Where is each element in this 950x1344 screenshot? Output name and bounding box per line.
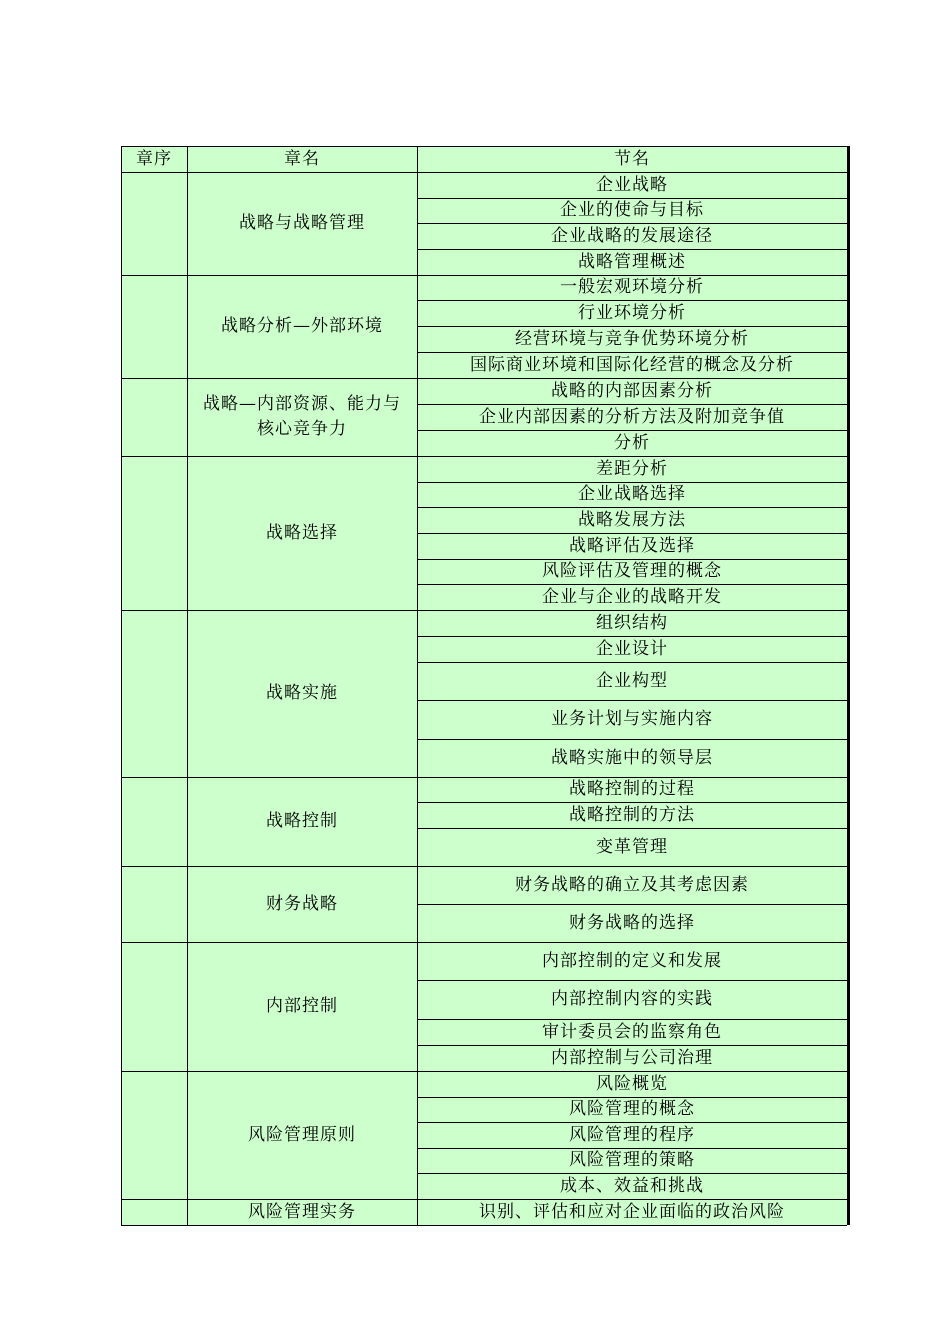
section-cell: 企业与企业的战略开发 <box>542 586 722 607</box>
section-cell: 战略评估及选择 <box>569 535 695 556</box>
section-cell: 国际商业环境和国际化经营的概念及分析 <box>470 354 794 375</box>
grid-line <box>121 146 122 1225</box>
section-cell: 变革管理 <box>596 836 668 857</box>
section-cell: 内部控制内容的实践 <box>551 989 713 1009</box>
chapter-name-cell: 战略选择 <box>266 522 338 543</box>
section-cell: 审计委员会的监察角色 <box>542 1021 722 1042</box>
section-cell: 经营环境与竞争优势环境分析 <box>515 328 749 349</box>
section-cell: 企业战略选择 <box>578 484 686 504</box>
section-cell: 风险管理的概念 <box>569 1099 695 1119</box>
section-cell: 组织结构 <box>596 612 668 633</box>
section-cell: 战略管理概述 <box>578 251 686 272</box>
section-cell: 企业构型 <box>596 670 668 691</box>
chapter-name-cell: 战略控制 <box>266 811 338 831</box>
section-cell: 企业的使命与目标 <box>560 200 704 220</box>
chapter-name-cell: 战略分析—外部环境 <box>221 316 383 336</box>
chapter-section-table <box>121 146 850 1225</box>
section-cell: 战略实施中的领导层 <box>551 747 713 768</box>
section-cell: 内部控制的定义和发展 <box>542 950 722 971</box>
section-cell: 风险概览 <box>596 1073 668 1094</box>
section-cell: 内部控制与公司治理 <box>551 1047 713 1068</box>
section-cell: 风险管理的程序 <box>569 1124 695 1145</box>
chapter-name-cell: 内部控制 <box>266 996 338 1016</box>
section-cell: 差距分析 <box>596 458 668 479</box>
chapter-name-cell: 财务战略 <box>266 893 338 914</box>
section-cell: 识别、评估和应对企业面临的政治风险 <box>479 1201 785 1222</box>
section-cell: 行业环境分析 <box>578 302 686 323</box>
section-cell: 成本、效益和挑战 <box>560 1175 704 1196</box>
section-cell: 企业战略 <box>596 174 668 195</box>
section-cell: 战略控制的过程 <box>569 779 695 799</box>
chapter-name-cell: 风险管理原则 <box>248 1124 356 1145</box>
section-cell: 企业内部因素的分析方法及附加竞争值 <box>479 406 785 427</box>
section-cell: 风险管理的策略 <box>569 1150 695 1170</box>
section-cell: 财务战略的选择 <box>569 912 695 933</box>
section-cell: 财务战略的确立及其考虑因素 <box>515 874 749 895</box>
header-section-name: 节名 <box>614 148 650 169</box>
header-chapter-index: 章序 <box>136 148 172 169</box>
section-cell: 战略的内部因素分析 <box>551 380 713 401</box>
section-cell: 一般宏观环境分析 <box>560 277 704 297</box>
chapter-name-cell: 战略—内部资源、能力与核心竞争力 <box>203 394 401 439</box>
section-cell: 战略控制的方法 <box>569 804 695 825</box>
grid-line <box>121 146 847 147</box>
section-cell: 业务计划与实施内容 <box>551 709 713 729</box>
header-chapter-name: 章名 <box>284 148 320 169</box>
section-cell: 风险评估及管理的概念 <box>542 561 722 581</box>
chapter-name-cell: 战略与战略管理 <box>239 213 365 233</box>
section-cell: 企业设计 <box>596 638 668 659</box>
section-cell: 分析 <box>614 432 650 453</box>
chapter-name-cell: 战略实施 <box>266 683 338 703</box>
section-cell: 企业战略的发展途径 <box>551 225 713 246</box>
grid-line <box>121 1225 847 1226</box>
chapter-name-cell: 风险管理实务 <box>248 1201 356 1222</box>
section-cell: 战略发展方法 <box>578 509 686 530</box>
